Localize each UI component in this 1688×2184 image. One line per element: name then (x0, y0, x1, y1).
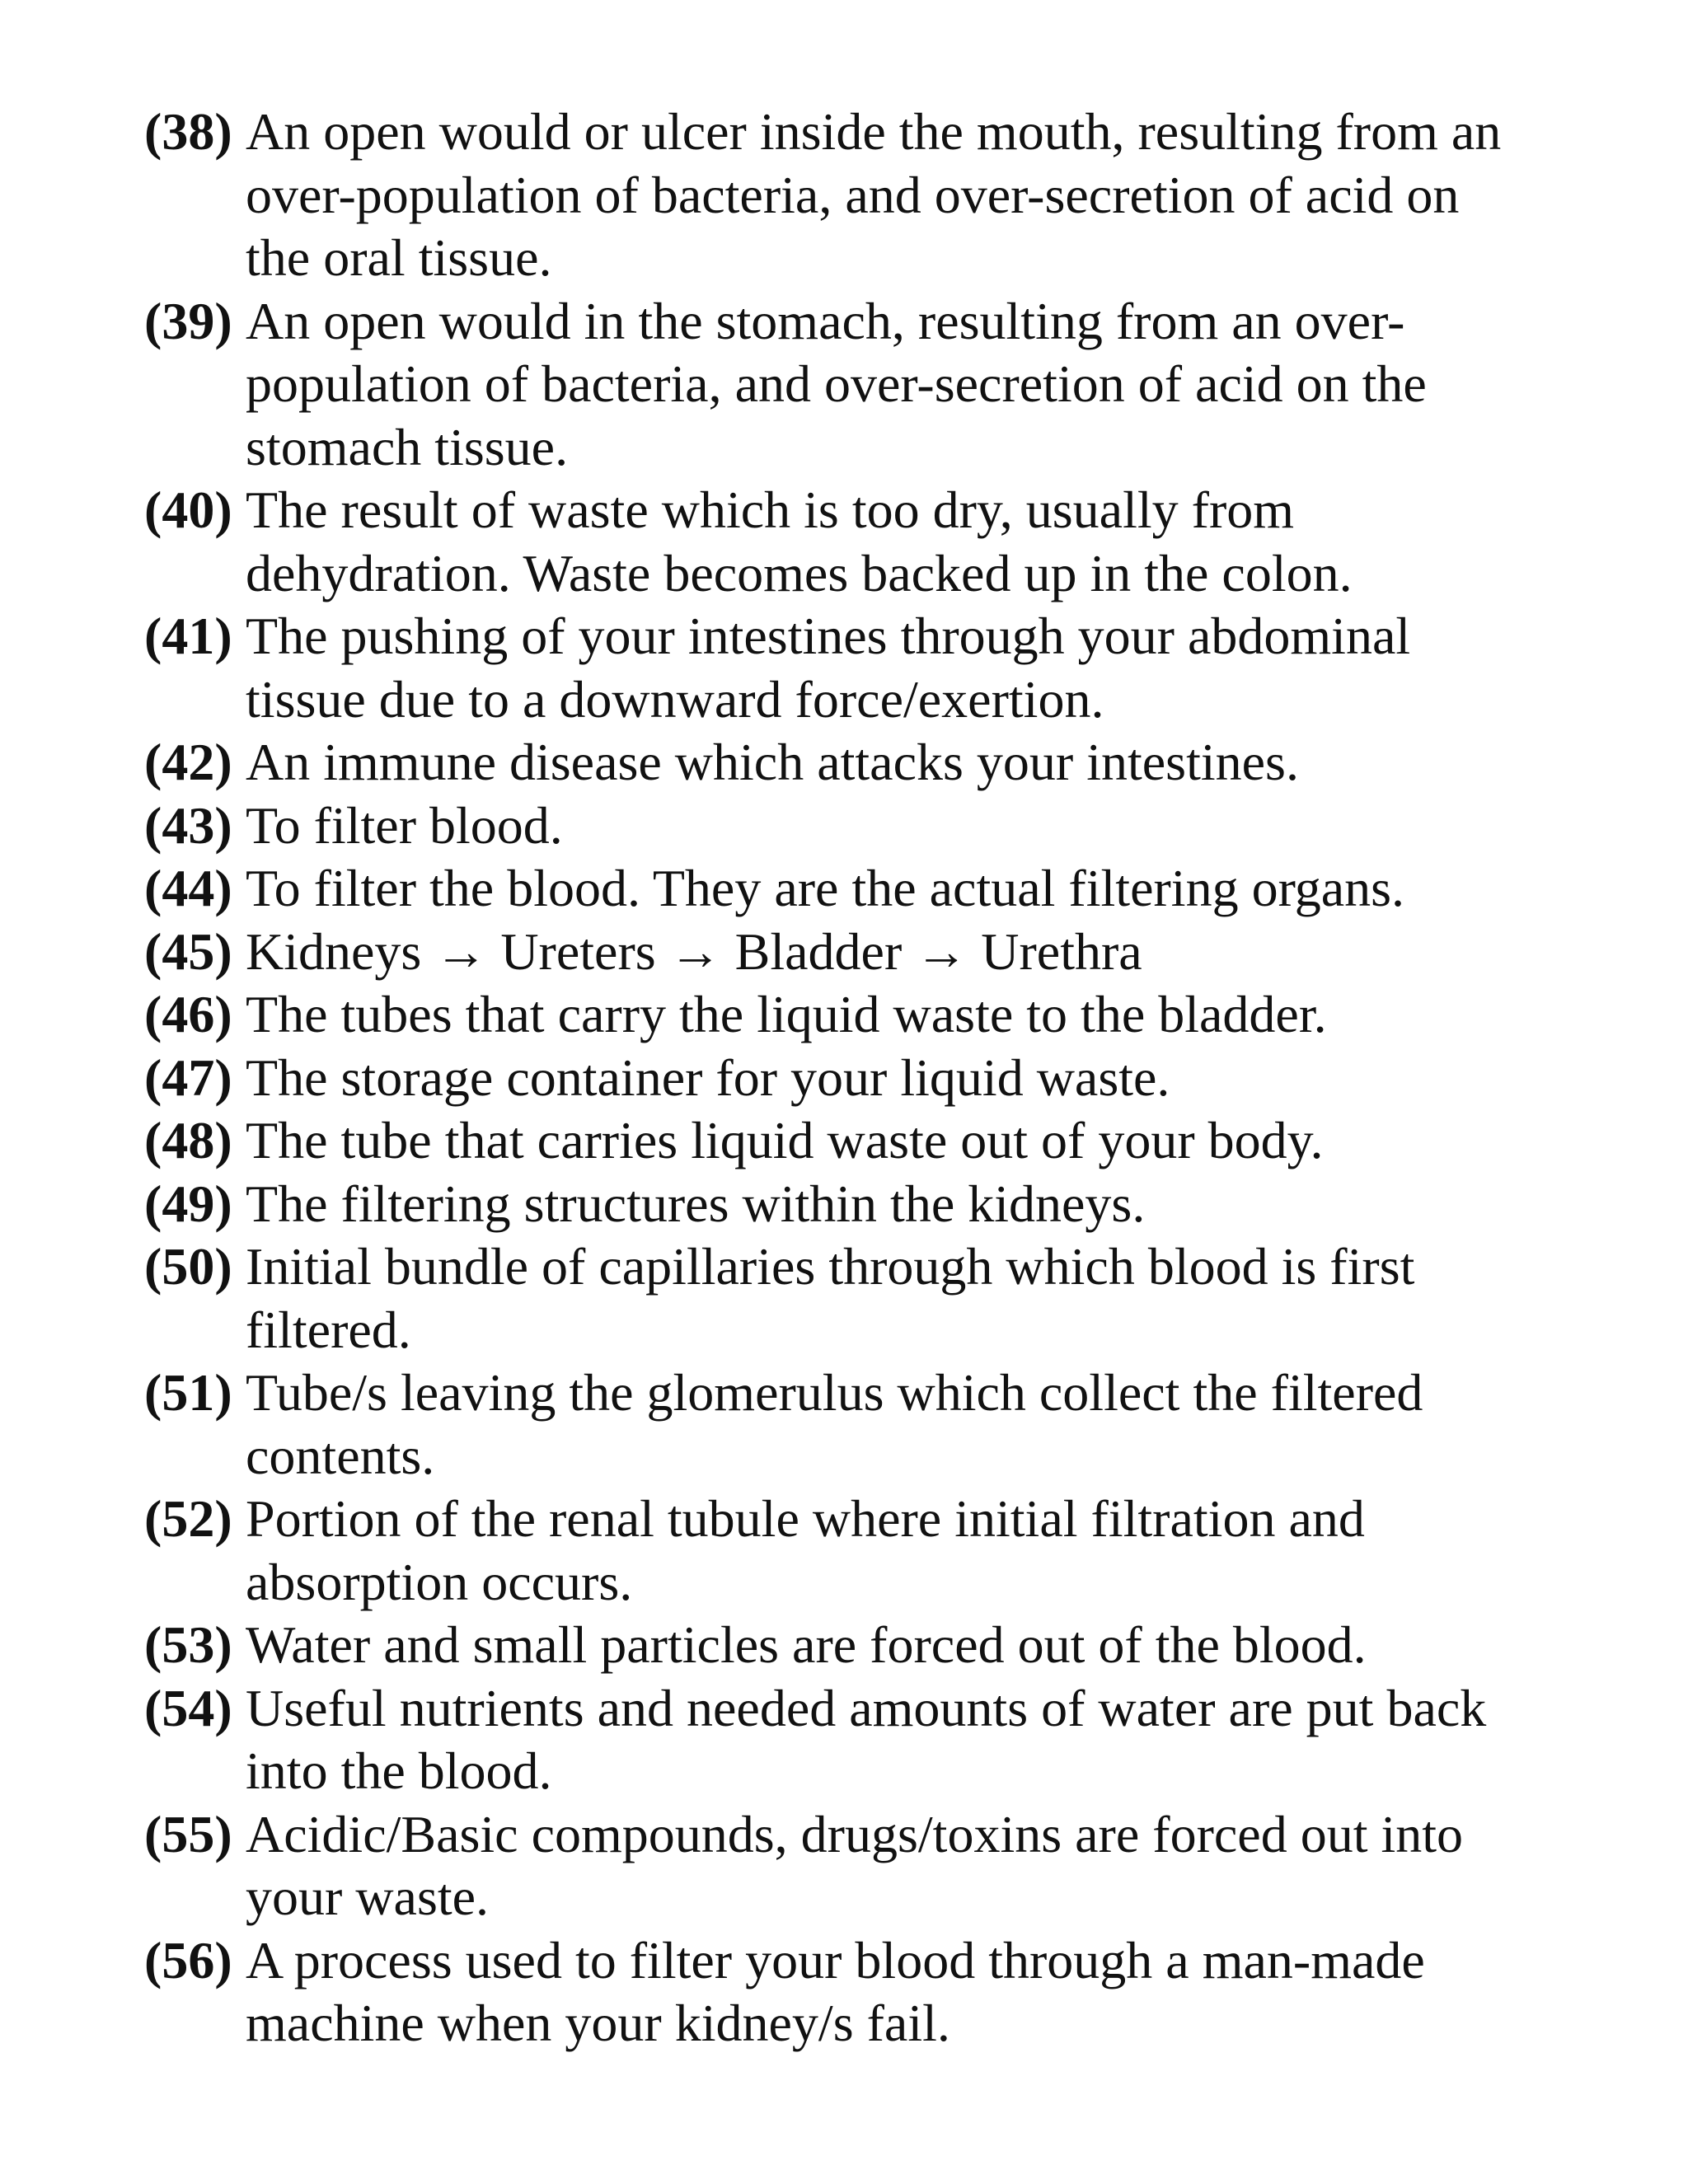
answer-text-line: dehydration. Waste becomes backed up in the colon. (246, 543, 1353, 602)
answer-item (144, 731, 1595, 794)
answer-item (144, 794, 1595, 858)
answer-item (144, 857, 1595, 921)
answer-text (246, 1047, 1595, 1110)
answer-item (144, 1235, 1595, 1361)
answer-text (246, 1488, 1595, 1614)
answer-item (144, 1614, 1595, 1677)
answer-item (144, 101, 1595, 290)
answer-text (246, 479, 1595, 605)
answer-text-line: Kidneys → Ureters → Bladder → Urethra (246, 921, 1142, 981)
answer-text (246, 1173, 1595, 1236)
answer-number: (54) (144, 1678, 232, 1737)
answer-item (144, 290, 1595, 480)
answer-text-line: The storage container for your liquid waste. (246, 1047, 1170, 1107)
answer-number: (48) (144, 1111, 232, 1169)
answer-number: (53) (144, 1615, 232, 1674)
answer-text-line: filtered. (246, 1300, 411, 1359)
answer-text (246, 605, 1595, 731)
answer-text-line: To filter blood. (246, 795, 563, 855)
answer-number: (50) (144, 1237, 232, 1296)
answer-text-line: The tubes that carry the liquid waste to the bladder. (246, 985, 1327, 1043)
answer-item (144, 479, 1595, 605)
answer-text (246, 1361, 1595, 1488)
answer-item (144, 1173, 1595, 1236)
answer-number: (55) (144, 1804, 232, 1863)
answer-item (144, 1047, 1595, 1110)
answer-text-line: machine when your kidney/s fail. (246, 1994, 950, 2052)
answer-item (144, 1803, 1595, 1929)
answer-item (144, 1929, 1595, 2055)
answer-text (246, 983, 1595, 1047)
answer-text-line: An open would or ulcer inside the mouth, resulting from an (246, 102, 1502, 161)
answer-text (246, 1235, 1595, 1361)
answer-text-line: population of bacteria, and over-secretion of acid on the (246, 354, 1427, 413)
answer-text-line: The result of waste which is too dry, usually from (246, 480, 1295, 539)
answer-text (246, 101, 1595, 290)
answer-item (144, 1488, 1595, 1614)
answer-number: (40) (144, 480, 232, 539)
answer-text (246, 1803, 1595, 1929)
answer-text-line: Tube/s leaving the glomerulus which collect the filtered (246, 1363, 1423, 1422)
answer-text-line: To filter the blood. They are the actual filtering organs. (246, 859, 1405, 917)
answer-text (246, 1677, 1595, 1803)
answer-text-line: tissue due to a downward force/exertion. (246, 669, 1104, 729)
answer-text (246, 731, 1595, 794)
answer-text-line: into the blood. (246, 1741, 552, 1800)
answer-text-line: Useful nutrients and needed amounts of water are put back (246, 1678, 1487, 1737)
answer-number: (52) (144, 1489, 232, 1548)
answer-number: (39) (144, 291, 232, 350)
answer-text-line: absorption occurs. (246, 1552, 633, 1611)
answer-text-line: your waste. (246, 1868, 490, 1926)
answer-text (246, 1929, 1595, 2055)
answer-number: (43) (144, 795, 232, 855)
answer-number: (41) (144, 607, 232, 665)
answer-list (144, 101, 1595, 2055)
answer-text-line: The tube that carries liquid waste out of your body. (246, 1111, 1324, 1169)
answer-text-line: Acidic/Basic compounds, drugs/toxins are forced out into (246, 1804, 1464, 1863)
answer-number: (42) (144, 733, 232, 791)
answer-number: (38) (144, 102, 232, 161)
answer-text-line: Initial bundle of capillaries through which blood is first (246, 1237, 1415, 1296)
answer-text-line: An open would in the stomach, resulting from an over- (246, 291, 1405, 350)
answer-item (144, 1677, 1595, 1803)
answer-text (246, 921, 1595, 984)
answer-number: (46) (144, 985, 232, 1043)
answer-number: (56) (144, 1930, 232, 1990)
answer-text (246, 1109, 1595, 1173)
answer-number: (44) (144, 859, 232, 917)
answer-number: (49) (144, 1174, 232, 1233)
answer-text-line: Portion of the renal tubule where initial filtration and (246, 1489, 1365, 1548)
answer-text (246, 857, 1595, 921)
answer-text-line: stomach tissue. (246, 417, 569, 476)
answer-number: (47) (144, 1047, 232, 1107)
answer-text-line: The filtering structures within the kidneys. (246, 1174, 1146, 1233)
answer-text-line: The pushing of your intestines through your abdominal (246, 607, 1411, 665)
answer-item (144, 983, 1595, 1047)
answer-item (144, 1109, 1595, 1173)
answer-item (144, 1361, 1595, 1488)
answer-text-line: Water and small particles are forced out of the blood. (246, 1615, 1367, 1674)
answer-item (144, 921, 1595, 984)
answer-text-line: contents. (246, 1426, 435, 1485)
answer-number: (51) (144, 1363, 232, 1422)
answer-item (144, 605, 1595, 731)
answer-text (246, 290, 1595, 480)
answer-text (246, 1614, 1595, 1677)
answer-text-line: over-population of bacteria, and over-secretion of acid on (246, 165, 1460, 224)
answer-text-line: A process used to filter your blood through a man-made (246, 1930, 1425, 1990)
answer-number: (45) (144, 921, 232, 981)
answer-text (246, 794, 1595, 858)
answer-text-line: the oral tissue. (246, 228, 552, 287)
answer-text-line: An immune disease which attacks your intestines. (246, 733, 1299, 791)
